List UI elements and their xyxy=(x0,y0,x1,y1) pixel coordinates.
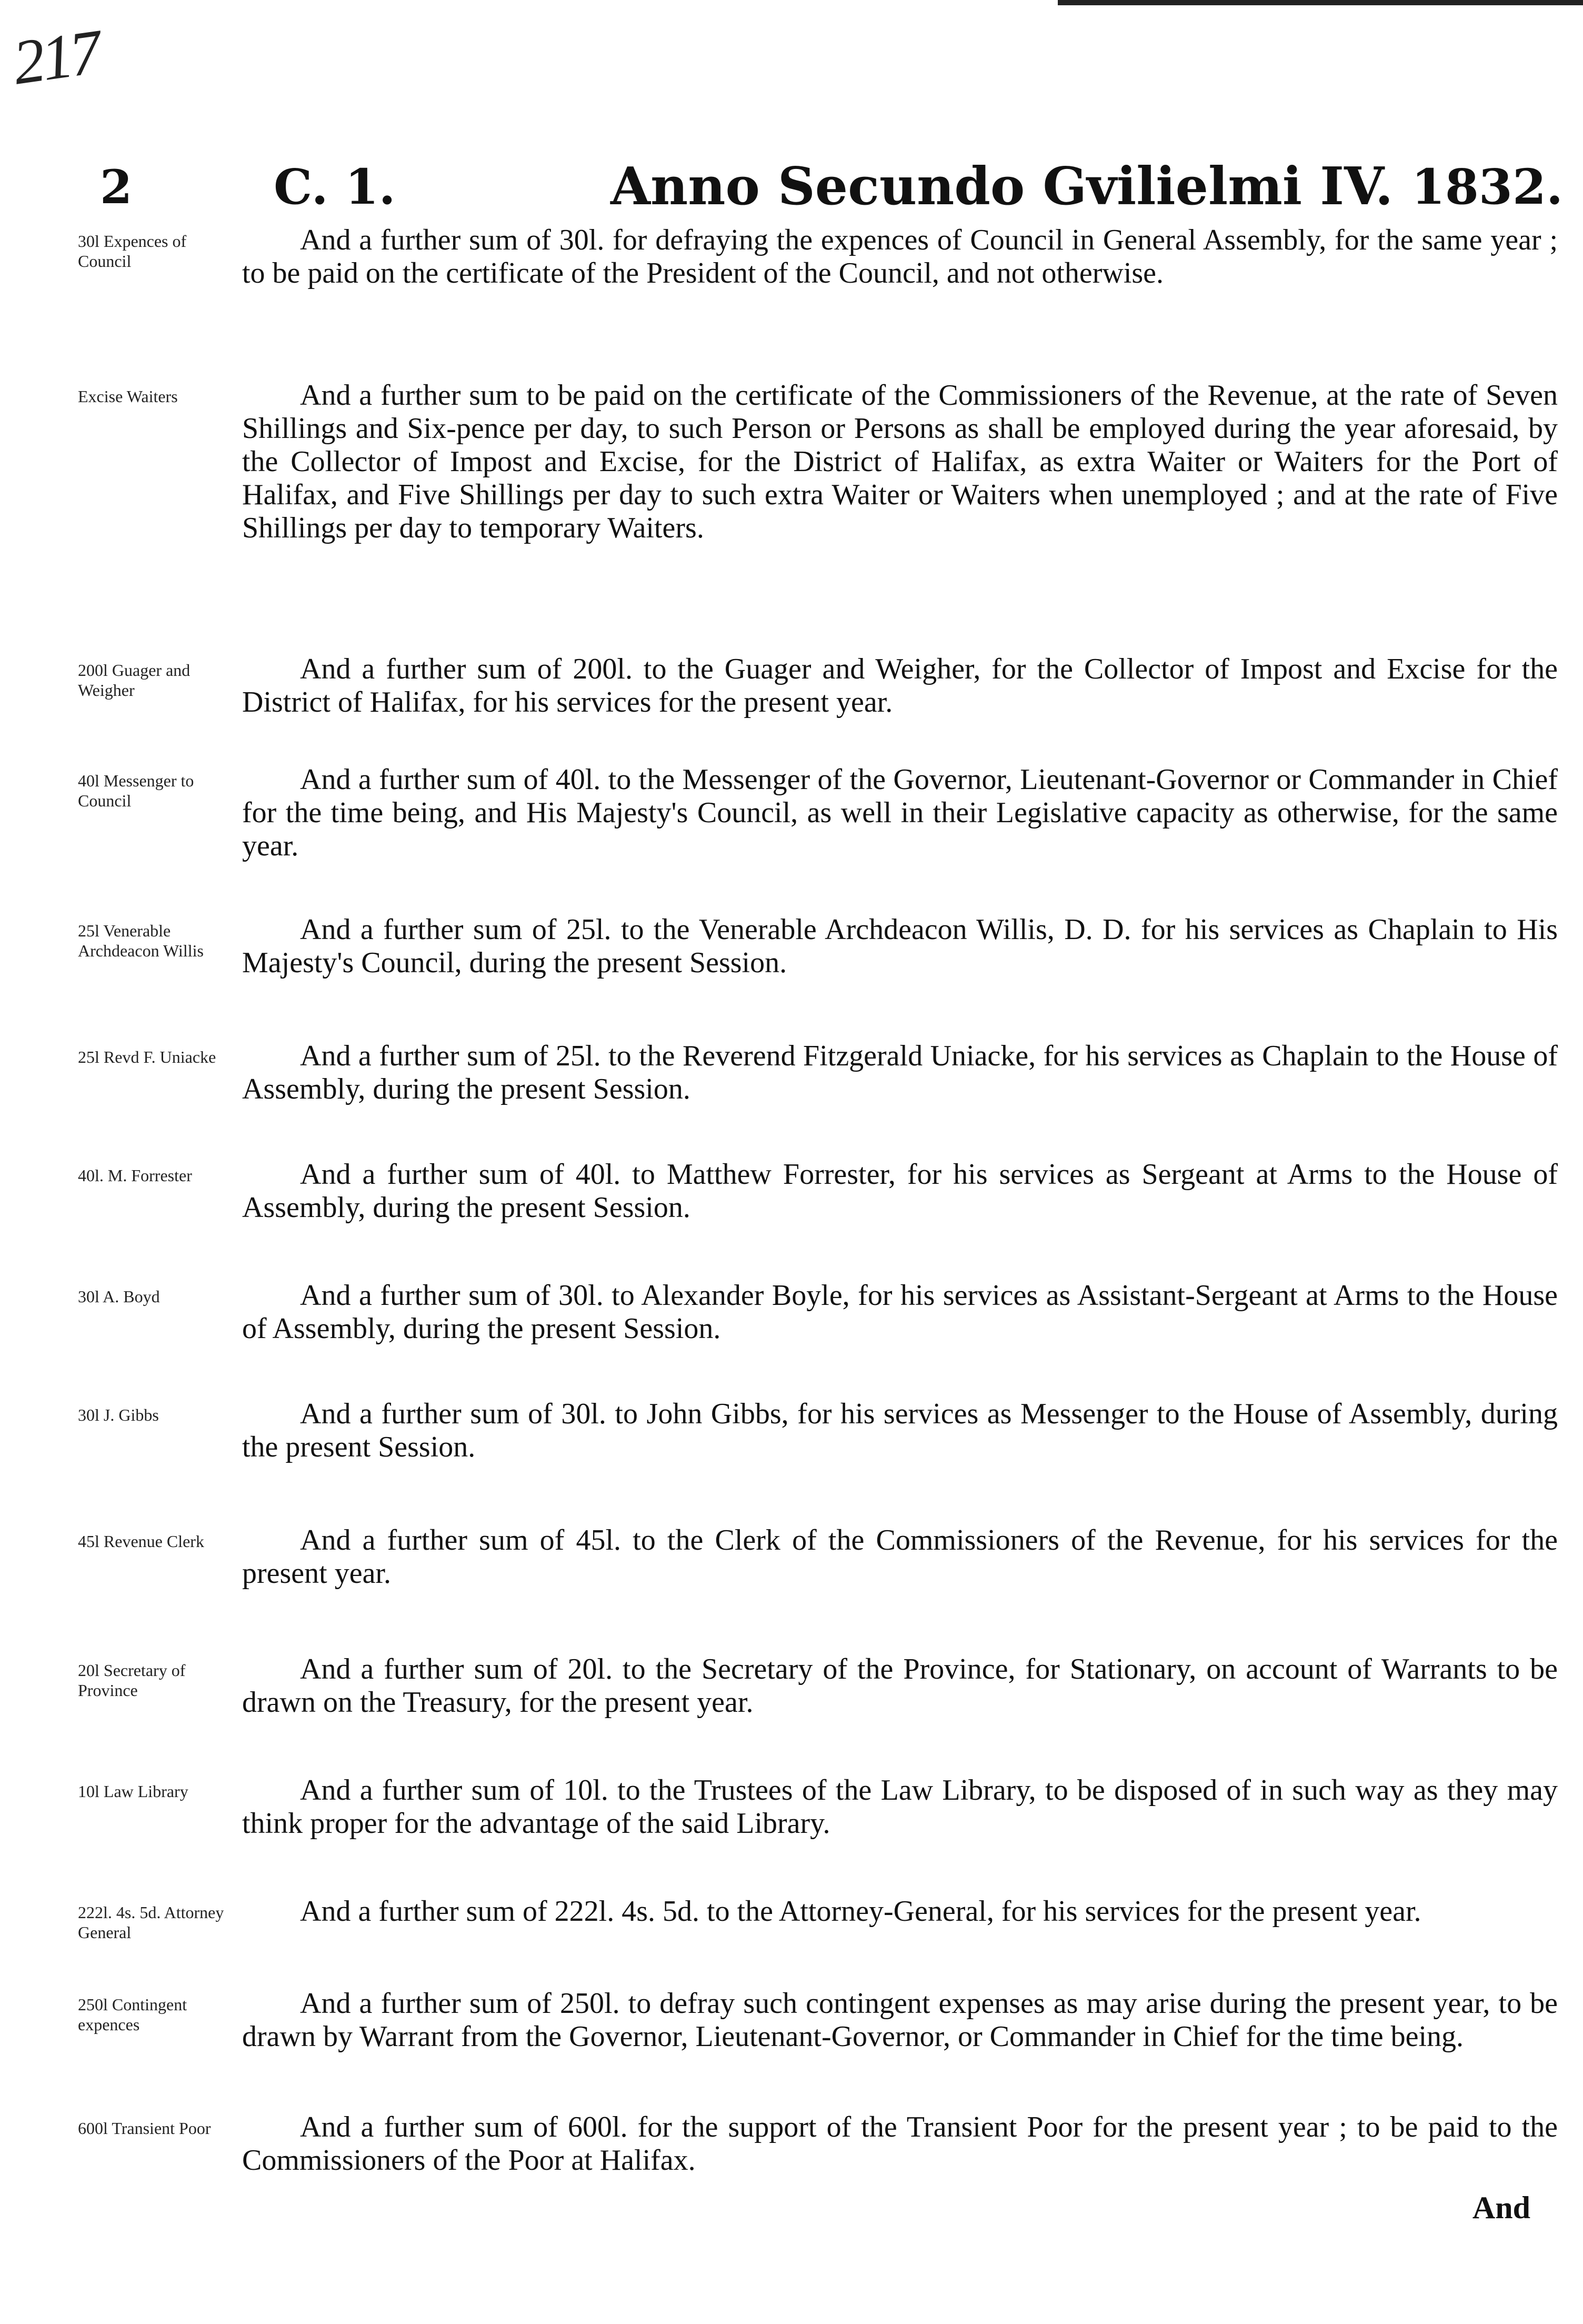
handwritten-folio-number: 217 xyxy=(8,16,103,98)
entry-text: And a further sum of 30l. to Alexander Boyle, for his services as Assistant-Sergeant at Arms to the House of Assembly, during the present Session. xyxy=(242,1279,1558,1345)
page-number: 2 xyxy=(100,159,133,214)
margin-note: Excise Waiters xyxy=(78,387,178,406)
margin-note: 40l Messenger to Council xyxy=(78,771,194,810)
entry-text: And a further sum of 222l. 4s. 5d. to the Attorney-General, for his services for the present year. xyxy=(300,1895,1421,1928)
chapter-label: C. 1. xyxy=(274,158,396,215)
entry-text: And a further sum of 40l. to Matthew Forrester, for his services as Sergeant at Arms to the House of Assembly, during the present Session. xyxy=(242,1158,1558,1224)
entry-text: And a further sum of 600l. for the support of the Transient Poor for the present year ; to be paid to the Commissioners of the Poor at Halifax. xyxy=(242,2111,1558,2177)
margin-note: 222l. 4s. 5d. Attorney General xyxy=(78,1903,224,1942)
entry-text: And a further sum of 25l. to the Reverend Fitzgerald Uniacke, for his services as Chaplain to the House of Assembly, during the present Session. xyxy=(242,1040,1558,1105)
margin-note: 600l Transient Poor xyxy=(78,2119,211,2138)
entry-text: And a further sum to be paid on the certificate of the Commissioners of the Revenue, at the rate of Seven Shillings and Six-pence per day, to such Person or Persons as shall be employed during the year aforesaid, by the Collector of Impost and Excise, for the District of Halifax, as extra Waiter or Waiters for the Port of Halifax, and Five Shillings per day to such extra Waiter or Waiters when unemployed ; and at the rate of Five Shillings per day to temporary Waiters. xyxy=(242,379,1558,544)
top-edge-rule xyxy=(1058,0,1583,5)
entry-text: And a further sum of 40l. to the Messenger of the Governor, Lieutenant-Governor or Commander in Chief for the time being, and His Majesty's Council, as well in their Legislative capacity as otherwise, for the same year. xyxy=(242,763,1558,862)
entry-text: And a further sum of 10l. to the Trustees of the Law Library, to be disposed of in such way as they may think proper for the advantage of the said Library. xyxy=(242,1774,1558,1840)
margin-note: 30l Expences of Council xyxy=(78,232,187,271)
margin-note: 30l A. Boyd xyxy=(78,1287,160,1306)
entry-text: And a further sum of 30l. for defraying the expences of Council in General Assembly, for the same year ; to be paid on the certificate of the President of the Council, and not otherwise. xyxy=(242,224,1558,290)
catchword: And xyxy=(1472,2190,1530,2225)
page-header xyxy=(100,150,1563,224)
margin-note: 250l Contingent expences xyxy=(78,1995,187,2034)
year-label: 1832. xyxy=(1411,158,1563,215)
entry-text: And a further sum of 20l. to the Secretary of the Province, for Stationary, on account of Warrants to be drawn on the Treasury, for the present year. xyxy=(242,1653,1558,1719)
margin-note: 200l Guager and Weigher xyxy=(78,661,191,700)
margin-note: 20l Secretary of Province xyxy=(78,1661,186,1700)
margin-note: 30l J. Gibbs xyxy=(78,1405,159,1424)
margin-note: 45l Revenue Clerk xyxy=(78,1532,204,1551)
entry-text: And a further sum of 25l. to the Venerable Archdeacon Willis, D. D. for his services as Chaplain to His Majesty's Council, during the present Session. xyxy=(242,913,1558,979)
entry-text: And a further sum of 200l. to the Guager and Weigher, for the Collector of Impost and Excise for the District of Halifax, for his services for the present year. xyxy=(242,653,1558,719)
margin-note: 10l Law Library xyxy=(78,1782,188,1801)
margin-note: 25l Revd F. Uniacke xyxy=(78,1048,216,1066)
margin-note: 25l Venerable Archdeacon Willis xyxy=(78,921,204,960)
running-title: Anno Secundo Gvilielmi IV. xyxy=(610,156,1394,217)
entry-text: And a further sum of 45l. to the Clerk of the Commissioners of the Revenue, for his services for the present year. xyxy=(242,1524,1558,1590)
entry-text: And a further sum of 30l. to John Gibbs, for his services as Messenger to the House of Assembly, during the present Session. xyxy=(242,1398,1558,1463)
margin-note: 40l. M. Forrester xyxy=(78,1166,192,1185)
entry-text: And a further sum of 250l. to defray such contingent expenses as may arise during the present year, to be drawn by Warrant from the Governor, Lieutenant-Governor, or Commander in Chief for the time being. xyxy=(242,1987,1558,2053)
